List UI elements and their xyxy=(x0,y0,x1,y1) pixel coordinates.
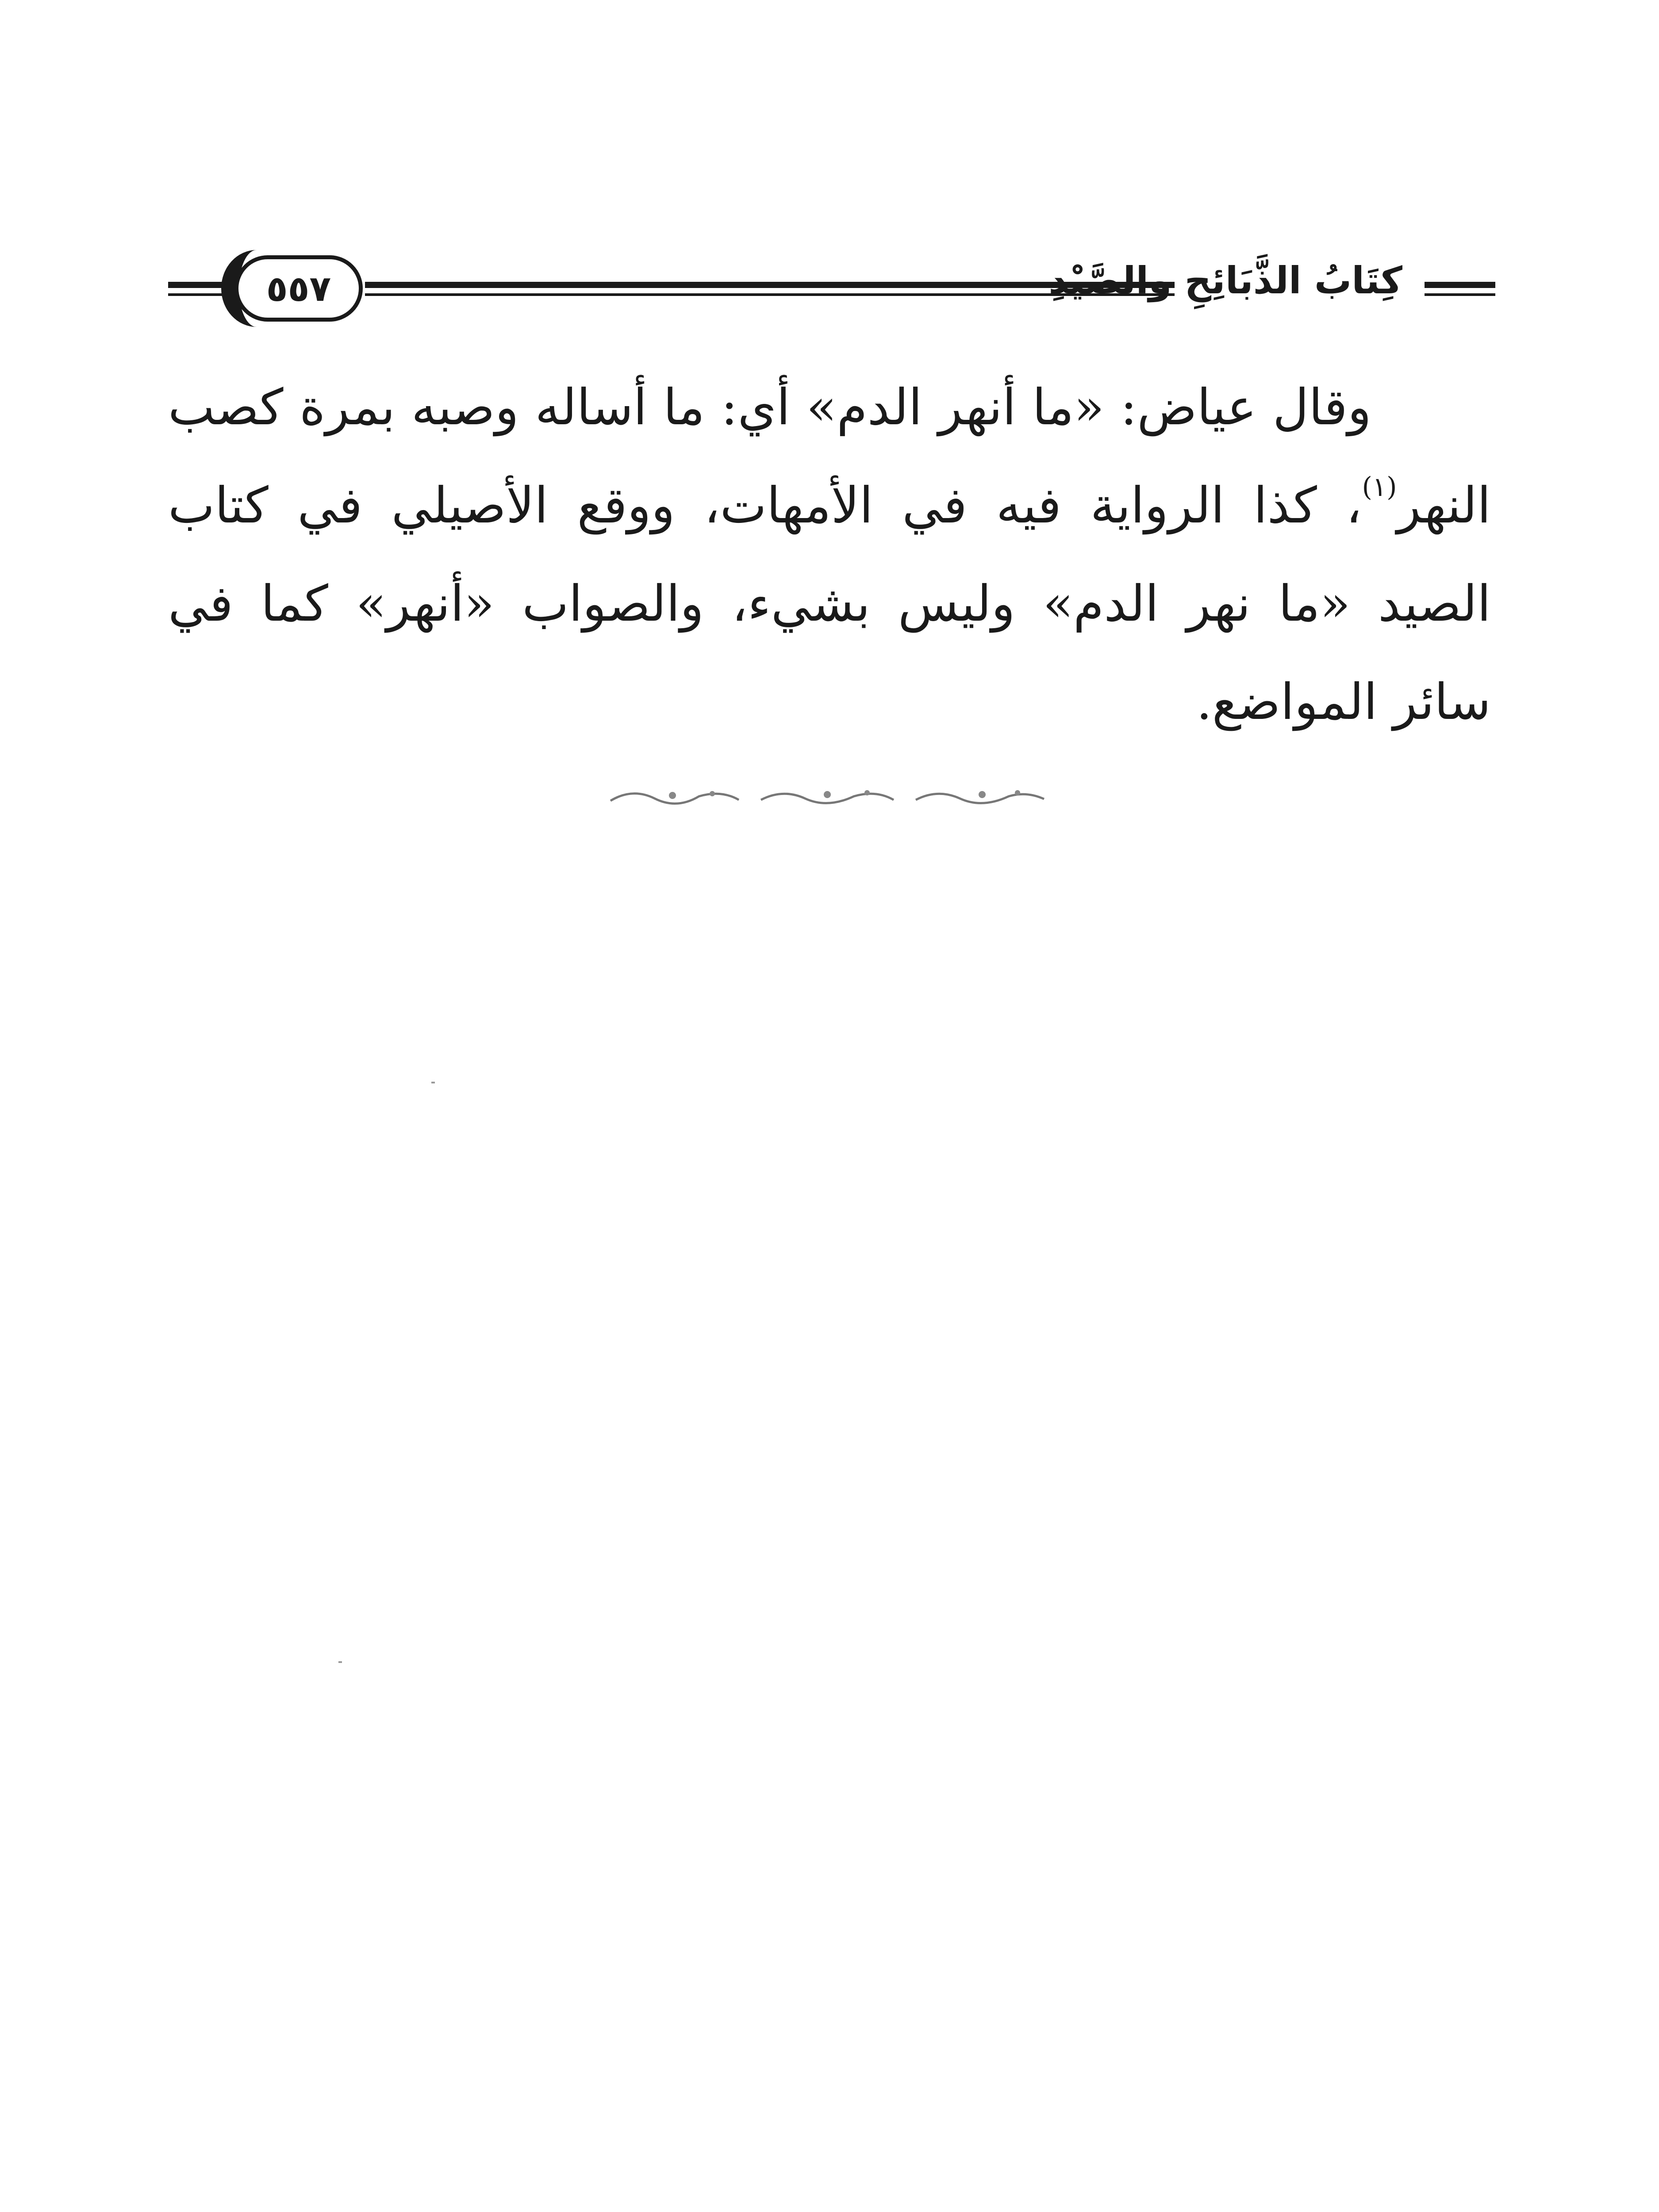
page-header xyxy=(168,246,1495,334)
section-end-ornament xyxy=(606,783,1048,810)
page-number: ٥٥٧ xyxy=(266,268,331,309)
body-text xyxy=(168,358,1491,751)
scan-speck xyxy=(431,1082,435,1083)
body-text-part-2: ، كذا الرواية فيه في الأمهات، ووقع الأصيلي في كتاب الصيد «ما نهر الدم» وليس بشيء، والصواب «أنهر» كما في سائر المواضع. xyxy=(168,477,1491,731)
scan-speck xyxy=(338,1661,342,1663)
body-paragraph xyxy=(168,358,1491,751)
header-rule-left xyxy=(168,282,226,288)
header-rule-right xyxy=(1425,282,1495,288)
running-title: كِتَابُ الذَّبَائِحِ والصَّيْدِ xyxy=(1048,259,1402,302)
body-text-part-1: وقال عياض: «ما أنهر الدم» أي: ما أساله وصبه بمرة كصب النهر xyxy=(168,379,1491,534)
header-rule-right-thin xyxy=(1425,293,1495,296)
ornament-divider-icon xyxy=(606,783,1048,810)
header-rule-left-thin xyxy=(168,293,226,296)
page-number-badge xyxy=(234,255,363,322)
footnote-reference: (١) xyxy=(1362,472,1397,503)
